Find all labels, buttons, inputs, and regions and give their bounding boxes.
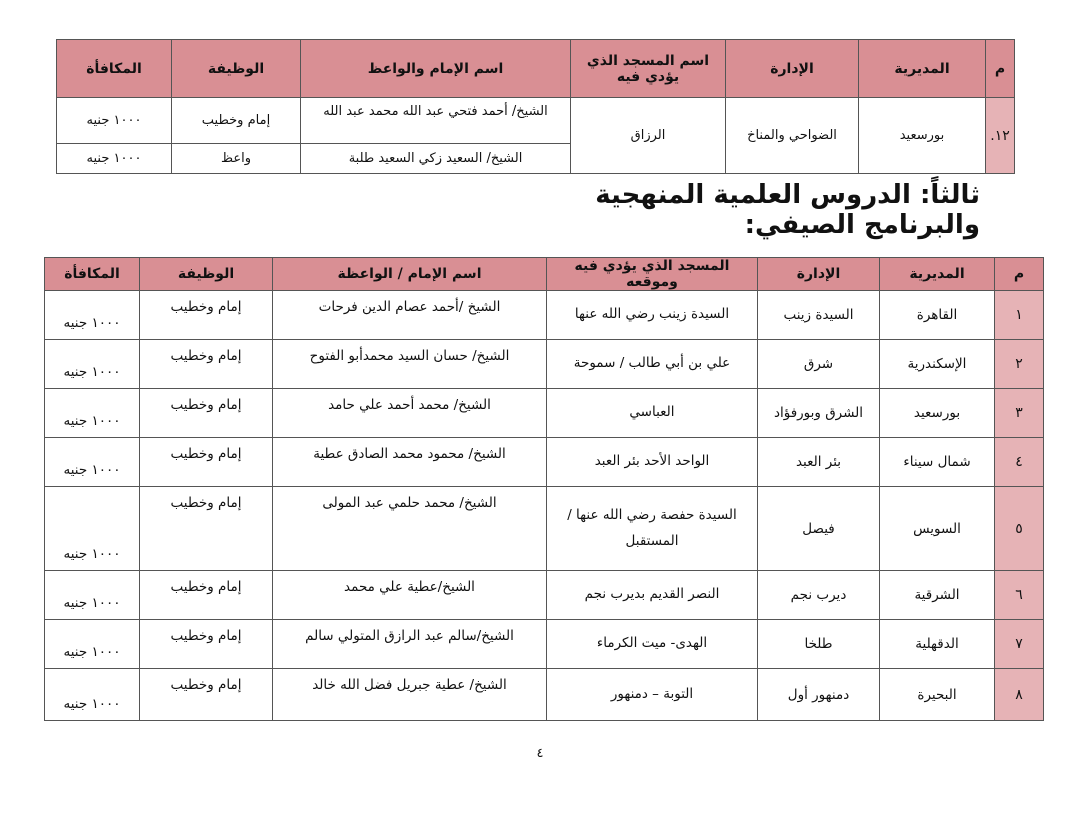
job-cell: إمام وخطيب [140,487,273,571]
col-header-name: اسم الإمام والواعظ [301,40,571,98]
job-cell: إمام وخطيب [140,291,273,340]
table-row [45,438,1044,487]
name-cell: الشيخ /أحمد عصام الدين فرحات [273,291,547,340]
col-header-reward: المكافأة [57,40,172,98]
directorate-cell: البحيرة [880,669,995,721]
row-number: ٢ [995,340,1044,389]
col-header-num: م [995,258,1044,291]
table-1-header-row [57,40,1015,98]
table-1 [56,39,1015,174]
col-header-job: الوظيفة [140,258,273,291]
col-header-admin: الإدارة [758,258,880,291]
mosque-cell: علي بن أبي طالب / سموحة [547,340,758,389]
mosque-cell: الرزاق [571,98,726,174]
table-row [45,620,1044,669]
col-header-directorate: المديرية [859,40,986,98]
job-cell: واعظ [172,144,301,174]
row-number: ١٢. [986,98,1015,174]
table-row [45,669,1044,721]
mosque-cell: الهدى- ميت الكرماء [547,620,758,669]
row-number: ٨ [995,669,1044,721]
reward-cell: ١٠٠٠ جنيه [45,438,140,487]
job-cell: إمام وخطيب [140,620,273,669]
page-number: ٤ [536,746,544,761]
directorate-cell: الدقهلية [880,620,995,669]
admin-cell: شرق [758,340,880,389]
mosque-cell: النصر القديم بديرب نجم [547,571,758,620]
table-row [45,389,1044,438]
directorate-cell: القاهرة [880,291,995,340]
reward-cell: ١٠٠٠ جنيه [45,291,140,340]
name-cell: الشيخ/ محمد أحمد علي حامد [273,389,547,438]
directorate-cell: الإسكندرية [880,340,995,389]
admin-cell: الضواحي والمناخ [726,98,859,174]
name-cell: الشيخ/ السعيد زكي السعيد طلبة [301,144,571,174]
col-header-admin: الإدارة [726,40,859,98]
name-cell [301,98,571,144]
table-row [45,571,1044,620]
name-cell: الشيخ/عطية علي محمد [273,571,547,620]
row-number: ٧ [995,620,1044,669]
admin-cell: ديرب نجم [758,571,880,620]
mosque-cell: السيدة حفصة رضي الله عنها / المستقبل [547,487,758,571]
reward-cell: ١٠٠٠ جنيه [57,144,172,174]
section-heading [480,180,980,240]
name-cell: الشيخ/سالم عبد الرازق المتولي سالم [273,620,547,669]
mosque-cell: السيدة زينب رضي الله عنها [547,291,758,340]
reward-cell: ١٠٠٠ جنيه [45,620,140,669]
name-cell: الشيخ/ محمد حلمي عبد المولى [273,487,547,571]
directorate-cell: بورسعيد [880,389,995,438]
directorate-cell: السويس [880,487,995,571]
admin-cell: بئر العبد [758,438,880,487]
row-number: ١ [995,291,1044,340]
col-header-job: الوظيفة [172,40,301,98]
col-header-num: م [986,40,1015,98]
admin-cell: دمنهور أول [758,669,880,721]
admin-cell: طلخا [758,620,880,669]
col-header-directorate: المديرية [880,258,995,291]
reward-cell: ١٠٠٠ جنيه [45,669,140,721]
mosque-cell: الواحد الأحد بئر العبد [547,438,758,487]
col-header-mosque: المسجد الذي يؤدي فيه وموقعه [547,258,758,291]
table-2-header-row [45,258,1044,291]
section-heading-prefix: ثالثاً: [919,180,980,210]
reward-cell: ١٠٠٠ جنيه [45,340,140,389]
table-2 [44,257,1044,721]
name-cell: الشيخ/ عطية جبريل فضل الله خالد [273,669,547,721]
reward-cell: ١٠٠٠ جنيه [57,98,172,144]
table-row [45,291,1044,340]
col-header-reward: المكافأة [45,258,140,291]
reward-cell: ١٠٠٠ جنيه [45,571,140,620]
job-cell: إمام وخطيب [140,438,273,487]
name-cell: الشيخ/ حسان السيد محمدأبو الفتوح [273,340,547,389]
job-cell: إمام وخطيب [140,571,273,620]
row-number: ٤ [995,438,1044,487]
job-cell: إمام وخطيب [140,669,273,721]
job-cell: إمام وخطيب [140,389,273,438]
table-row [45,487,1044,571]
admin-cell: فيصل [758,487,880,571]
col-header-mosque: اسم المسجد الذي يؤدي فيه [571,40,726,98]
col-header-name: اسم الإمام / الواعظة [273,258,547,291]
directorate-cell: شمال سيناء [880,438,995,487]
directorate-cell: بورسعيد [859,98,986,174]
mosque-cell: التوبة – دمنهور [547,669,758,721]
job-cell: إمام وخطيب [140,340,273,389]
admin-cell: السيدة زينب [758,291,880,340]
section-heading-title: الدروس العلمية المنهجية والبرنامج الصيفي: [595,180,980,240]
mosque-cell: العباسي [547,389,758,438]
admin-cell: الشرق وبورفؤاد [758,389,880,438]
job-cell: إمام وخطيب [172,98,301,144]
name-text: الشيخ/ أحمد فتحي عبد الله محمد عبد الله [323,104,548,119]
reward-cell: ١٠٠٠ جنيه [45,487,140,571]
row-number: ٥ [995,487,1044,571]
row-number: ٣ [995,389,1044,438]
directorate-cell: الشرقية [880,571,995,620]
row-number: ٦ [995,571,1044,620]
table-row [45,340,1044,389]
table-row [57,98,1015,144]
table-2-body [45,291,1044,721]
name-cell: الشيخ/ محمود محمد الصادق عطية [273,438,547,487]
reward-cell: ١٠٠٠ جنيه [45,389,140,438]
